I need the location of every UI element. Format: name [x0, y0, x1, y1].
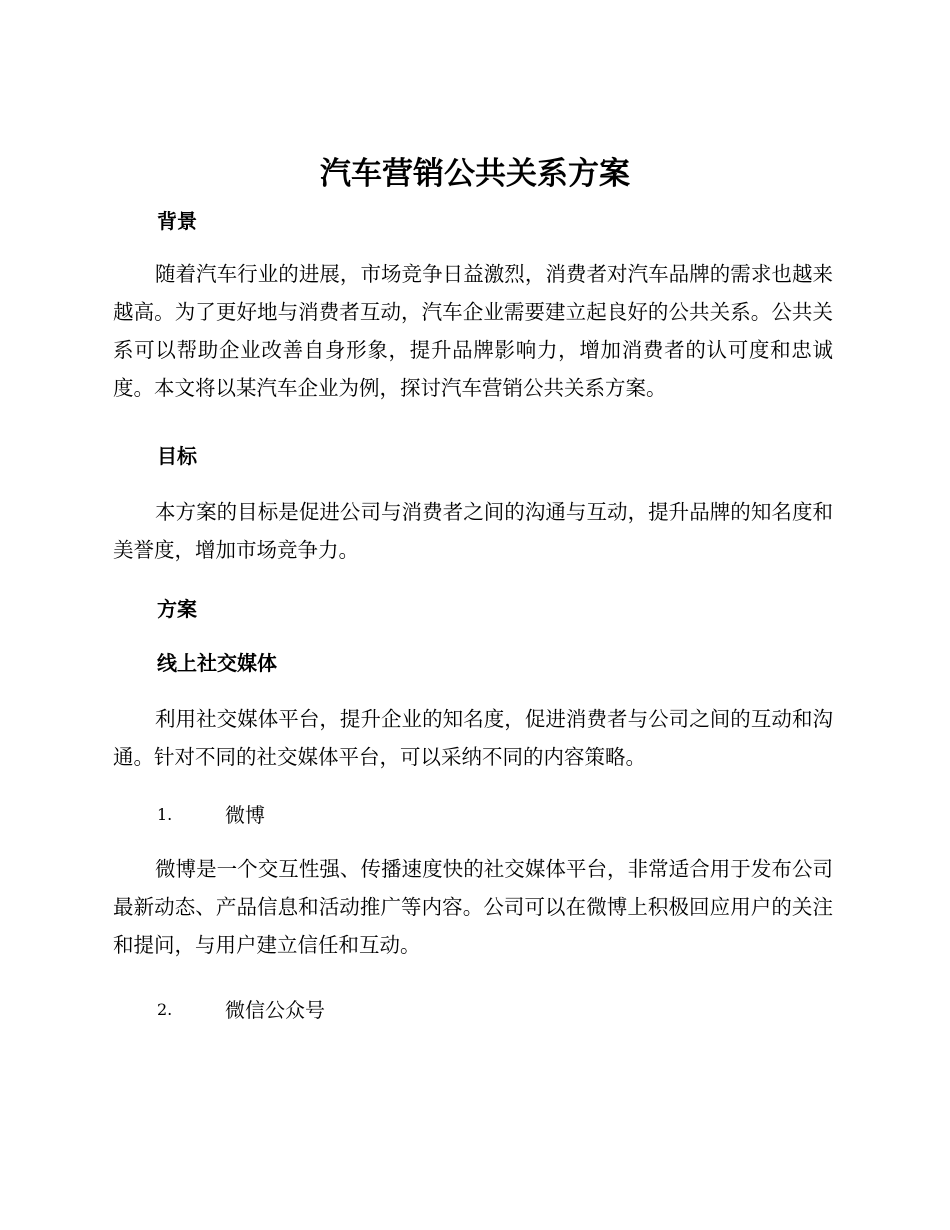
list-item-label: 微信公众号 — [225, 998, 325, 1022]
heading-background: 背景 — [157, 209, 197, 233]
paragraph-background: 随着汽车行业的进展，市场竞争日益激烈，消费者对汽车品牌的需求也越来越高。为了更好地与消费者互动，汽车企业需要建立起良好的公共关系。公共关系可以帮助企业改善自身形象，提升品牌影响力，增加消费者的认可度和忠诚度。本文将以某汽车企业为例，探讨汽车营销公共关系方案。 — [113, 262, 833, 400]
heading-plan: 方案 — [157, 597, 197, 621]
list-item-label: 微博 — [225, 803, 265, 827]
document-title: 汽车营销公共关系方案 — [320, 156, 630, 192]
heading-goal: 目标 — [157, 444, 197, 468]
heading-online-social-media: 线上社交媒体 — [157, 651, 277, 675]
paragraph-weibo: 微博是一个交互性强、传播速度快的社交媒体平台，非常适合用于发布公司最新动态、产品信息和活动推广等内容。公司可以在微博上积极回应用户的关注和提问，与用户建立信任和互动。 — [113, 857, 833, 957]
paragraph-goal: 本方案的目标是促进公司与消费者之间的沟通与互动，提升品牌的知名度和美誉度，增加市场竞争力。 — [113, 500, 833, 562]
list-item-number: 2. — [157, 1000, 173, 1019]
list-item-number: 1. — [157, 805, 173, 824]
paragraph-online-social-media: 利用社交媒体平台，提升企业的知名度，促进消费者与公司之间的互动和沟通。针对不同的社交媒体平台，可以采纳不同的内容策略。 — [113, 707, 833, 769]
